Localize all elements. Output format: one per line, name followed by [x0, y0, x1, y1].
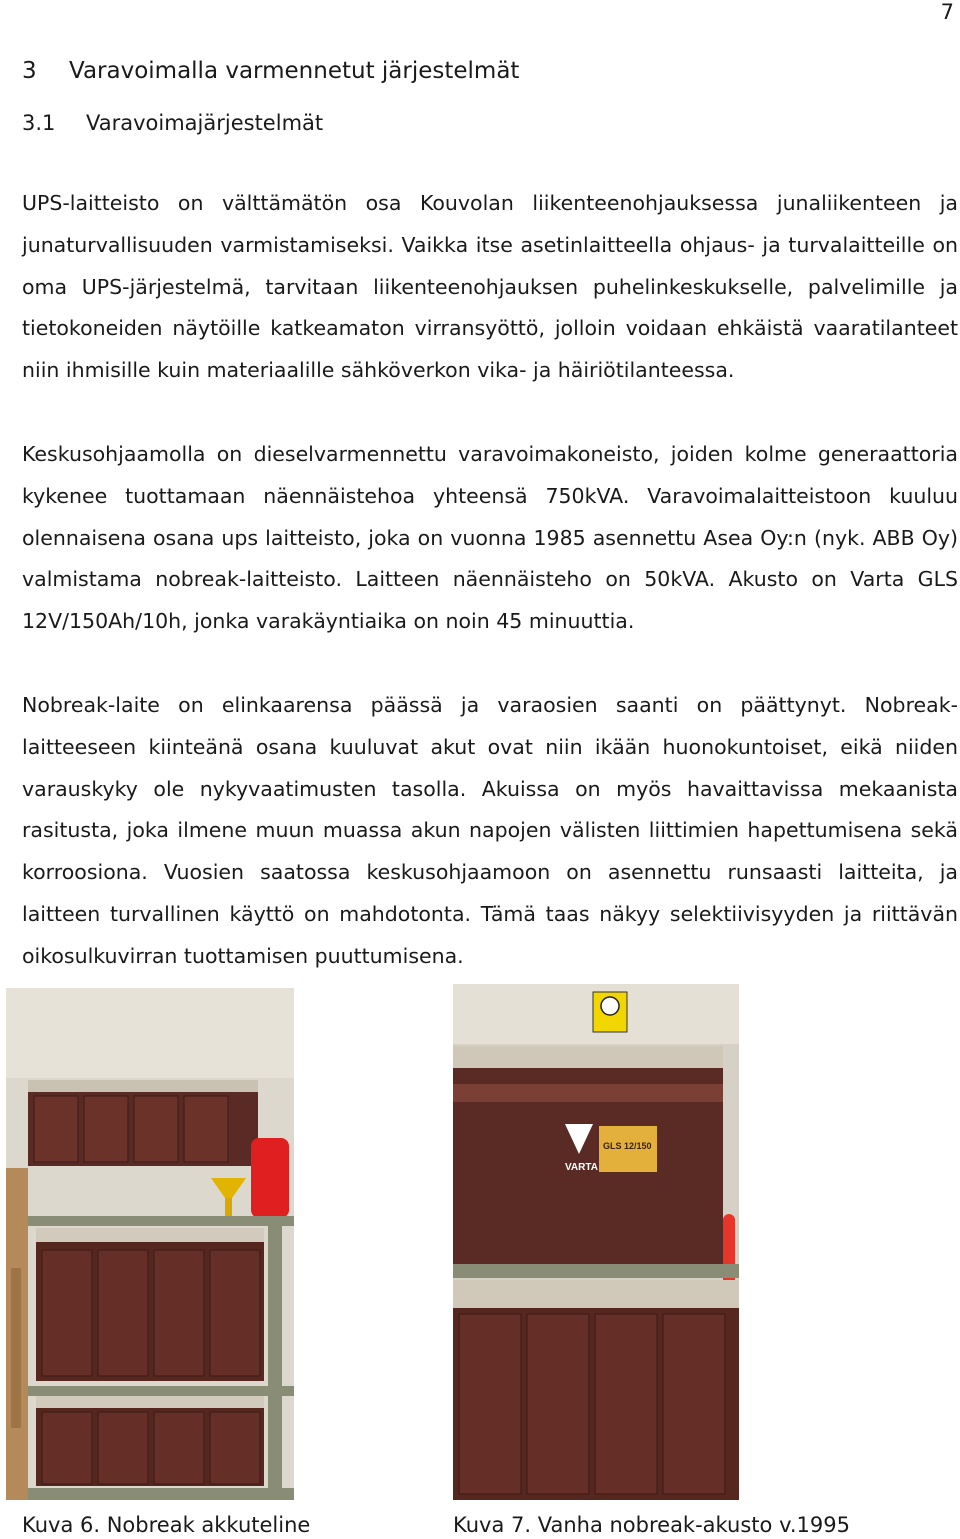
paragraph-generators: Keskusohjaamolla on dieselvarmennettu varavoimakoneisto, joiden kolme generaattoria kykenee tuottamaan näennäistehoa yhteensä 750kVA. Varavoimalaitteistoon kuuluu olennaisena osana ups laitteisto, joka on vuonna 1985 asennettu Asea Oy:n (nyk. ABB Oy) valmistama nobreak-laitteisto. Laitteen näennäisteho on 50kVA. Akusto on Varta GLS 12V/150Ah/10h, jonka varakäyntiaika on noin 45 minuuttia. — [22, 442, 958, 634]
varta-logo-text: VARTA — [565, 1162, 598, 1173]
subsection-number: 3.1 — [22, 111, 56, 135]
figure-caption-7: Kuva 7. Vanha nobreak-akusto v.1995 — [453, 1513, 850, 1537]
old-battery-bank-photo — [453, 984, 739, 1500]
paragraph-condition: Nobreak-laite on elinkaarensa päässä ja varaosien saanti on päättynyt. Nobreak-laitteeseen kiinteänä osana kuuluvat akut ovat niin ikään huonokuntoiset, eikä niiden varauskyky ole nykyvaatimusten tasolla. Akuissa on myös havaittavissa mekaanista rasitusta, joka ilmene muun muassa akun napojen välisten liittimien hapettumisena sekä korroosiona. Vuosien saatossa keskusohjaamoon on asennettu runsaasti laitteita, ja laitteen turvallinen käyttö on mahdotonta. Tämä taas näkyy selektiivisyyden ja riittävän oikosulkuvirran tuottamisen puuttumisena. — [22, 693, 958, 968]
section-heading — [22, 58, 519, 84]
old-battery-bank-illustration — [453, 984, 739, 1500]
figure-caption-6: Kuva 6. Nobreak akkuteline — [22, 1513, 311, 1537]
page-number: 7 — [940, 0, 954, 24]
subsection-title: Varavoimajärjestelmät — [86, 111, 324, 135]
battery-rack-photo — [6, 988, 294, 1500]
subsection-heading — [22, 111, 323, 135]
paragraph-ups-importance: UPS-laitteisto on välttämätön osa Kouvolan liikenteenohjauksessa junaliikenteen ja junaturvallisuuden varmistamiseksi. Vaikka itse asetinlaitteella ohjaus- ja turvalaitteille on oma UPS-järjestelmä, tarvitaan liikenteenohjauksen puhelinkeskukselle, palvelimille ja tietokoneiden näytöille katkeamaton virransyöttö, jolloin voidaan ehkäistä vaaratilanteet niin ihmisille kuin materiaalille sähköverkon vika- ja häiriötilanteessa. — [22, 191, 958, 383]
battery-rack-illustration — [6, 988, 294, 1500]
section-title: Varavoimalla varmennetut järjestelmät — [69, 58, 520, 84]
section-number: 3 — [22, 58, 37, 84]
battery-model-text: GLS 12/150 — [603, 1141, 652, 1151]
